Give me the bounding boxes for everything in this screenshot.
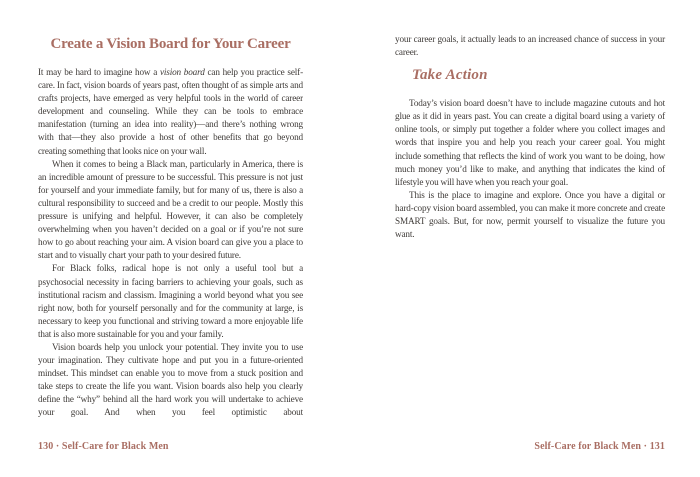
paragraph: When it comes to being a Black man, particularly in America, there is an incredible amount of pressure to be successful. This pressure is not just for yourself and your immediate family, but for many of us, there is also a cultural responsibility to succeed and be a credit to our people. Mostly this pressure is unifying and helpful. However, it can also be completely overwhelming when you haven’t decided on a goal or if you’re not sure how to go about reaching your aim. A vision board can give you a place to start and to visually chart your path to your desired future. (38, 158, 303, 261)
paragraph: For Black folks, radical hope is not only a useful tool but a psychosocial necessity in facing barriers to achieving your goals, such as institutional racism and classism. Imagining a world beyond what you see right now, both for yourself personally and for the community at large, is necessary to keep you functional and striving toward a more enjoyable life that is also more sustainable for you and your family. (38, 263, 303, 339)
section-heading-take-action: Take Action (412, 67, 488, 84)
left-page (38, 0, 303, 420)
paragraph: Today’s vision board doesn’t have to include magazine cutouts and hot glue as it did in years past. You can create a digital board using a variety of online tools, or simply put together a folder where you collect images and words that inspire you and help you reach your career goal. You might include something that reflects the kind of work you want to be doing, how much money you’d like to make, and anything that indicates the kind of lifestyle you will have when you reach your goal. (395, 98, 665, 187)
paragraph-text: can help you practice self-care. In fact, vision boards of years past, often thought of as simple arts and crafts projects, have emerged as very helpful tools in the world of career development and counseling. While they can be tools to embrace manifestation (turning an idea into reality)—and there’s nothing wrong with that—they also provide a host of other benefits that go beyond creating something that looks nice on your wall. (38, 67, 303, 156)
page-footer-right: Self-Care for Black Men · 131 (534, 441, 665, 452)
chapter-heading: Create a Vision Board for Your Career (50, 36, 291, 52)
paragraph-text: It may be hard to imagine how a (38, 67, 160, 77)
continuation-paragraph: your career goals, it actually leads to an increased chance of success in your career. (395, 34, 665, 58)
right-page-body-top (395, 33, 665, 59)
right-page-body (395, 97, 665, 241)
paragraph: Vision boards help you unlock your potential. They invite you to use your imagination. They cultivate hope and put you in a future-oriented mindset. This mindset can enable you to move from a stuck position and take steps to create the life you want. Vision boards also help you clearly define the “why” behind all the hard work you will undertake to achieve your goal. And when you feel optimistic about (38, 341, 303, 418)
right-page (395, 0, 665, 241)
page-footer-left: 130 · Self-Care for Black Men (38, 441, 169, 452)
left-page-body (38, 66, 303, 420)
italic-term: vision board (159, 67, 205, 77)
paragraph: This is the place to imagine and explore. Once you have a digital or hard-copy vision board assembled, you can make it more concrete and create SMART goals. But, for now, permit yourself to visualize the future you want. (395, 189, 665, 240)
paragraph (38, 66, 303, 158)
